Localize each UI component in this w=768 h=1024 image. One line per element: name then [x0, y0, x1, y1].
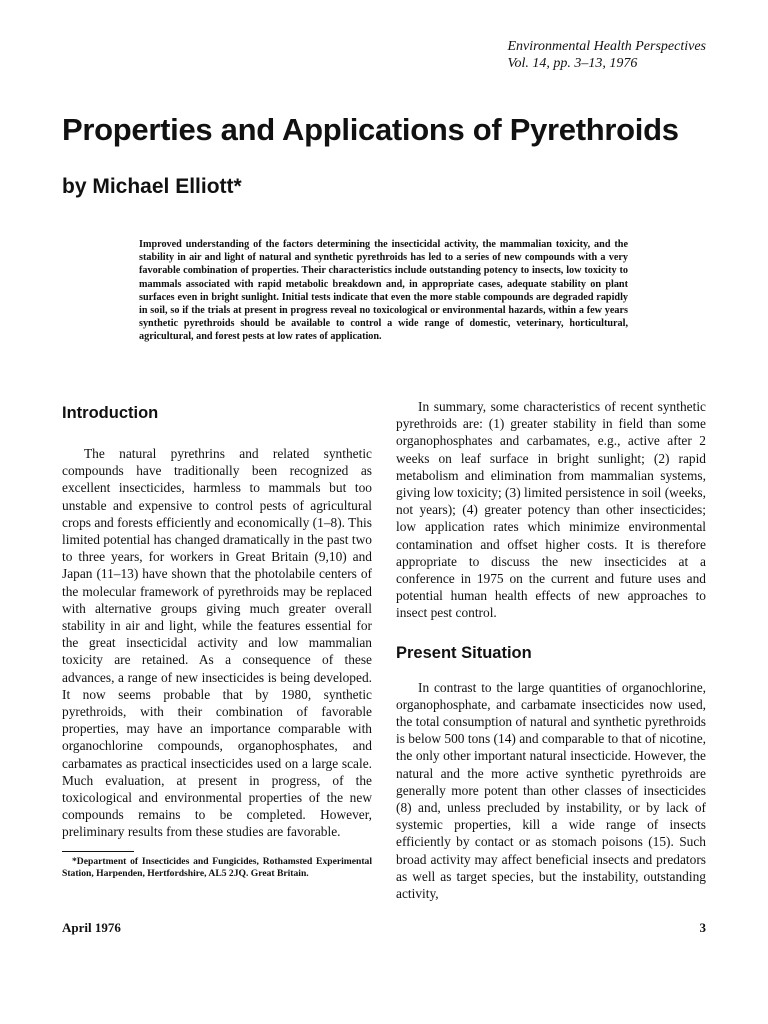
present-situation-paragraph: In contrast to the large quantities of organochlorine, organophosphate, and carbamate insecticides now used, the total consumption of natural and synthetic pyrethroids is below 500 tons (14) and comparable to that of nicotine, the only other important natural insecticide. However, the natural and the more active synthetic pyrethroids are generally more potent than other classes of insecticides (8) and, unless precluded by instability, or by lack of systemic properties, kill a wide range of insects efficiently by contact or as stomach poisons (15). Such broad activity may affect beneficial insects and predators as well as target species, but the instability, outstanding activity, [396, 679, 706, 902]
journal-name: Environmental Health Perspectives [507, 39, 706, 54]
author-affiliation-footnote: *Department of Insecticides and Fungicides, Rothamsted Experimental Station, Harpenden, Hertfordshire, AL5 2JQ. Great Britain. [62, 855, 372, 879]
journal-volume: Vol. 14, pp. 3–13, 1976 [507, 56, 638, 71]
section-heading-present-situation: Present Situation [396, 643, 532, 662]
right-column [396, 398, 706, 902]
author-line: by Michael Elliott* [62, 175, 242, 198]
page-number: 3 [699, 920, 706, 935]
abstract: Improved understanding of the factors determining the insecticidal activity, the mammalian toxicity, and the stability in air and light of natural and synthetic pyrethroids has led to a series of new compounds with a very favorable combination of properties. Their characteristics include outstanding potency to insects, low toxicity to mammals associated with rapid metabolic breakdown and, in appropriate cases, adequate stability on plant surfaces even in bright sunlight. Initial tests indicate that even the more stable compounds are degraded rapidly in soil, so if the trials at present in progress reveal no toxicological or environmental hazards, within a few years synthetic pyrethroids should be available to control a wide range of domestic, veterinary, horticultural, agricultural, and forest pests at low rates of application. [139, 239, 628, 343]
left-column [62, 398, 372, 880]
journal-citation [507, 38, 706, 72]
paper-title: Properties and Applications of Pyrethroids [62, 112, 679, 147]
section-heading-introduction: Introduction [62, 404, 159, 422]
introduction-paragraph: The natural pyrethrins and related synthetic compounds have traditionally been recognized as excellent insecticides, harmless to mammals but too unstable and expensive to control pests of agricultural crops and forests efficiently and economically (1–8). This limited potential has changed dramatically in the past two to three years, for workers in Great Britain (9,10) and Japan (11–13) have shown that the photolabile centers of the molecular framework of pyrethroids may be replaced with alternative groups giving much greater overall stability in air and light, while the features essential for the great insecticidal activity and low mammalian toxicity are retained. As a consequence of these advances, a range of new insecticides is being developed. It now seems probable that by 1980, synthetic pyrethroids, with their combination of favorable properties, may have an importance comparable with organochlorine compounds, organophosphates, and carbamates as practical insecticides used on a large scale. Much evaluation, at present in progress, of the toxicological and environmental properties of the new compounds remains to be completed. However, preliminary results from these studies are favorable. [62, 446, 372, 840]
footnote-rule [62, 851, 134, 852]
footer-date: April 1976 [62, 920, 121, 935]
summary-paragraph: In summary, some characteristics of recent synthetic pyrethroids are: (1) greater stability in field than some organophosphates and carbamates, e.g., active after 2 weeks on leaf surface in bright sunlight; (2) rapid metabolism and elimination from mammalian systems, giving low toxicity; (3) limited persistence in soil (weeks, not years); (4) greater potency than other insecticides; low application rates which minimize environmental contamination and offset higher costs. It is therefore appropriate to discuss the new insecticides at a conference in 1975 on the current and future uses and potential human health effects of new approaches to insect pest control. [396, 399, 706, 621]
